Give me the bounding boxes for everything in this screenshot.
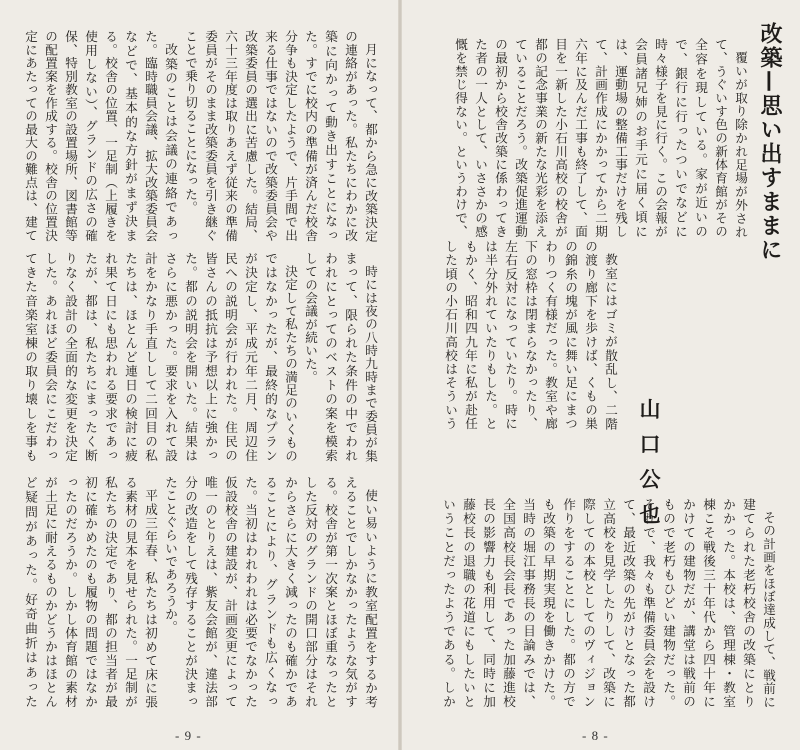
paragraph: その計画をほぼ達成して、戦前に建てられた老朽校舎の改築にとりかかった。本校は、管理棟・教室棟こそ戦後三十年代から四十年にかけての建物だが、講堂は戦前のもので老朽もひどい建物だった。それで、我々も準備委員会を設けて、最近改築の先がけとなった都立高校を見学したりして、改築に際しての本校としてのヴィジョン作りをすることにした。都の方でも改築の早期実現を働きかけた。当時の堀江事務長の目論みでは、全国高校長会長であった加藤進校長の影響力も利用して、同時に加藤校長の退職の花道にもしたいということだったようである。しか [441, 498, 776, 708]
page-9-middle-text [20, 252, 380, 462]
paragraph: 覆いが取り除かれ足場が外されて、うぐいす色の新体育館がその全容を現している。家が近いので、銀行に行ったついでなどに時々様子を見に行く。この会報が会員諸兄姉のお手元に届く頃には、運動場の整備工事だけを残して、計画作成にかかってから二期六年に及んだ工事も終了して、面目を一新した小石川高校の校舎が都の記念事業の新たな光彩を添えていることだろう。改築促進運動の最初から校舎改築に係わってきた者の一人として、いささかの感慨を禁じ得ない。というわけで、 [453, 38, 748, 238]
paragraph: 使い易いように教室配置をするか考えることでしかなかったような気がする。校舎が第一次案とほぼ重なったとした反対のグランドの開口部分はそれからさらに大きく減ったのも確かであることにより、グランドも広くなった。当初はわれわれは必要でなかった仮設校舎の建設が、計画変更によって唯一のとりえは、紫友会館が、違法部分の改造をして残存することが決まったことぐらいであろうか。 [163, 476, 378, 708]
page-8-lower-text [438, 498, 778, 708]
paragraph: 平成三年春、私たちは初めて床に張る素材の見本を見せられた。一足制が私たちの決定であり、都の担当者が最初に確かめたのも履物の問題ではなかったのだろうか。しかし体育館の素材が土足に耐えるものかどうかはほとんど疑問があった。好奇曲折はあった [23, 476, 158, 708]
page-number: - 9 - [175, 728, 202, 743]
page-8-upper-left-continuation [438, 240, 620, 430]
paragraph: 改築のことは会議の連絡であった。臨時職員会議、拡大改築委員会などで、基本的な方針がまず決まる。校舎の位置、一足制（上履きを使用しない）、グランドの広さの確保、特別教室の設置場所、図書館等の配置案を作成する。校舎の位置決定にあたっての最大の難点は、建て [23, 30, 178, 242]
page-9 [0, 0, 398, 750]
author-name: 山口公也 [637, 398, 661, 538]
paragraph: 時には夜の八時九時まで委員が集まって、限られた条件の中でわれわれにとってのベストの案を模索しての会議が続いた。 [303, 252, 378, 462]
article-title: 改築—思い出すままに [757, 22, 782, 262]
gutter [398, 0, 402, 750]
page-8 [402, 0, 800, 750]
page-9-lower-text [20, 476, 380, 708]
paragraph: 決定して私たちの満足のいくものではなかったが、最終的なプランが決定し、平成元年二月、周辺住民への説明会が行われた。住民の皆さんの抵抗は予想以上に強かった。都の説明会を開いた。結果はさらに悪かった。要求を入れて設計をかなり手直しして二回目の私たちは、ほとんど連日の検討に疲れ果て日にも思われる要求であったが、都は、私たちにまったく断りなく設計の全面的な変更を決定した。あれほど委員会にこだわってきた音楽室棟の取り壊しを事も [23, 252, 298, 462]
page-9-upper-text [20, 30, 380, 242]
page-number: - 8 - [582, 728, 609, 743]
page-8-upper-text [452, 38, 750, 238]
paragraph: 月になって、都から急に改築決定の連絡があった。私たちにわかに改築に向かって動き出すことになった。すでに校内の準備が済んだ校舎分争も決定したようで、片手間で出来る仕事ではないので改築委員会や改築委員の選出に苦慮した。結局、六十三年度は取りあえず従来の準備委員がそのまま改築委員を引き継ぐことで乗り切ることになった。 [183, 30, 378, 242]
paragraph: 教室にはゴミが散乱し、二階の渡り廊下を歩けば、くもの巣の錦糸の塊が風に舞い足にまつわりつく有様だった。教室や廊下の窓枠は閉まらなかったり、左右反対になっていたり。時には半分外れていたりもした。ともかく、昭和四九年に私が赴任した頃の小石川高校はそういう [443, 240, 618, 430]
